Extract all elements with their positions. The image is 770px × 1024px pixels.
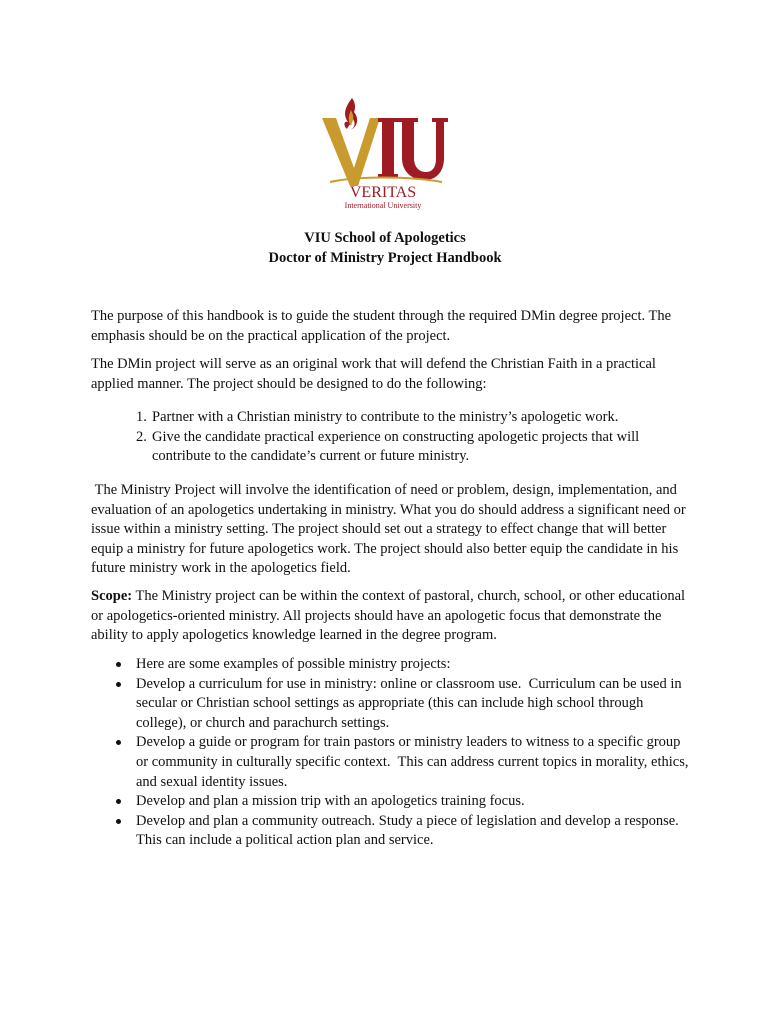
logo-letter-i [382,118,394,178]
goal-item [136,428,696,467]
scope-paragraph [91,587,691,646]
bullet-icon [116,682,121,687]
goal-text: Partner with a Christian ministry to contribute to the ministry’s apologetic work. [152,409,619,425]
goal-number: 1. [136,409,147,425]
list-item [112,675,692,734]
goal-item [136,408,696,428]
handbook-title: Doctor of Ministry Project Handbook [268,250,502,266]
logo-letter-u [402,118,444,180]
ministry-project-text: The Ministry Project will involve the identification of need or problem, design, implementation, and evaluation of an apologetics undertaking in ministry. What you do should address a significant need or issue within a ministry setting. The project should set out a strategy to effect change that will better equip a ministry for future apologetics work. The project should also better equip the candidate in his future ministry work in the apologetics field. [91,482,690,577]
list-item [112,792,692,812]
scope-text: The Ministry project can be within the context of pastoral, church, school, or other educational or apologetics-oriented ministry. All projects should have an apologetic focus that demonstrate the ability to apply apologetics knowledge learned in the degree program. [91,588,689,644]
goals-list [136,408,696,467]
bullet-icon [116,799,121,804]
scope-label: Scope: [91,588,133,604]
list-item-text: Here are some examples of possible ministry projects: [136,656,451,672]
ministry-project-paragraph [91,481,691,579]
goal-number: 2. [136,428,147,445]
list-item [112,733,692,792]
serve-text: The DMin project will serve as an original work that will defend the Christian Faith in a practical applied manner. The project should be designed to do the following: [91,356,656,392]
list-item [112,812,692,851]
logo-letter-v [322,118,380,186]
logo-subtitle: International University [344,201,422,210]
bullet-icon [116,819,121,824]
list-item-text: Develop and plan a mission trip with an apologetics training focus. [136,793,525,810]
list-item-text: Develop and plan a community outreach. Study a piece of legislation and develop a response. This can include a political action plan and service. [136,812,679,849]
serve-paragraph [91,355,691,394]
list-item-text: Develop a curriculum for use in ministry: online or classroom use. Curriculum can be used in secular or Christian school settings as appropriate (this can include high school through college), or church and parachurch settings. [136,675,686,731]
school-title: VIU School of Apologetics [304,230,466,246]
examples-list [112,655,692,851]
viu-logo [318,96,448,214]
purpose-paragraph [91,307,691,346]
goal-text: Give the candidate practical experience on constructing apologetic projects that will contribute to the candidate’s current or future ministry. [152,428,640,465]
list-item-text: Develop a guide or program for train pastors or ministry leaders to witness to a specific group or community in culturally specific context. This can address current topics in morality, ethics, and sexual identity issues. [136,734,693,790]
bullet-icon [116,662,121,667]
bullet-icon [116,740,121,745]
list-item [112,655,692,675]
purpose-text: The purpose of this handbook is to guide the student through the required DMin degree project. The emphasis should be on the practical application of the project. [91,308,671,344]
logo-name: VERITAS [349,184,417,201]
